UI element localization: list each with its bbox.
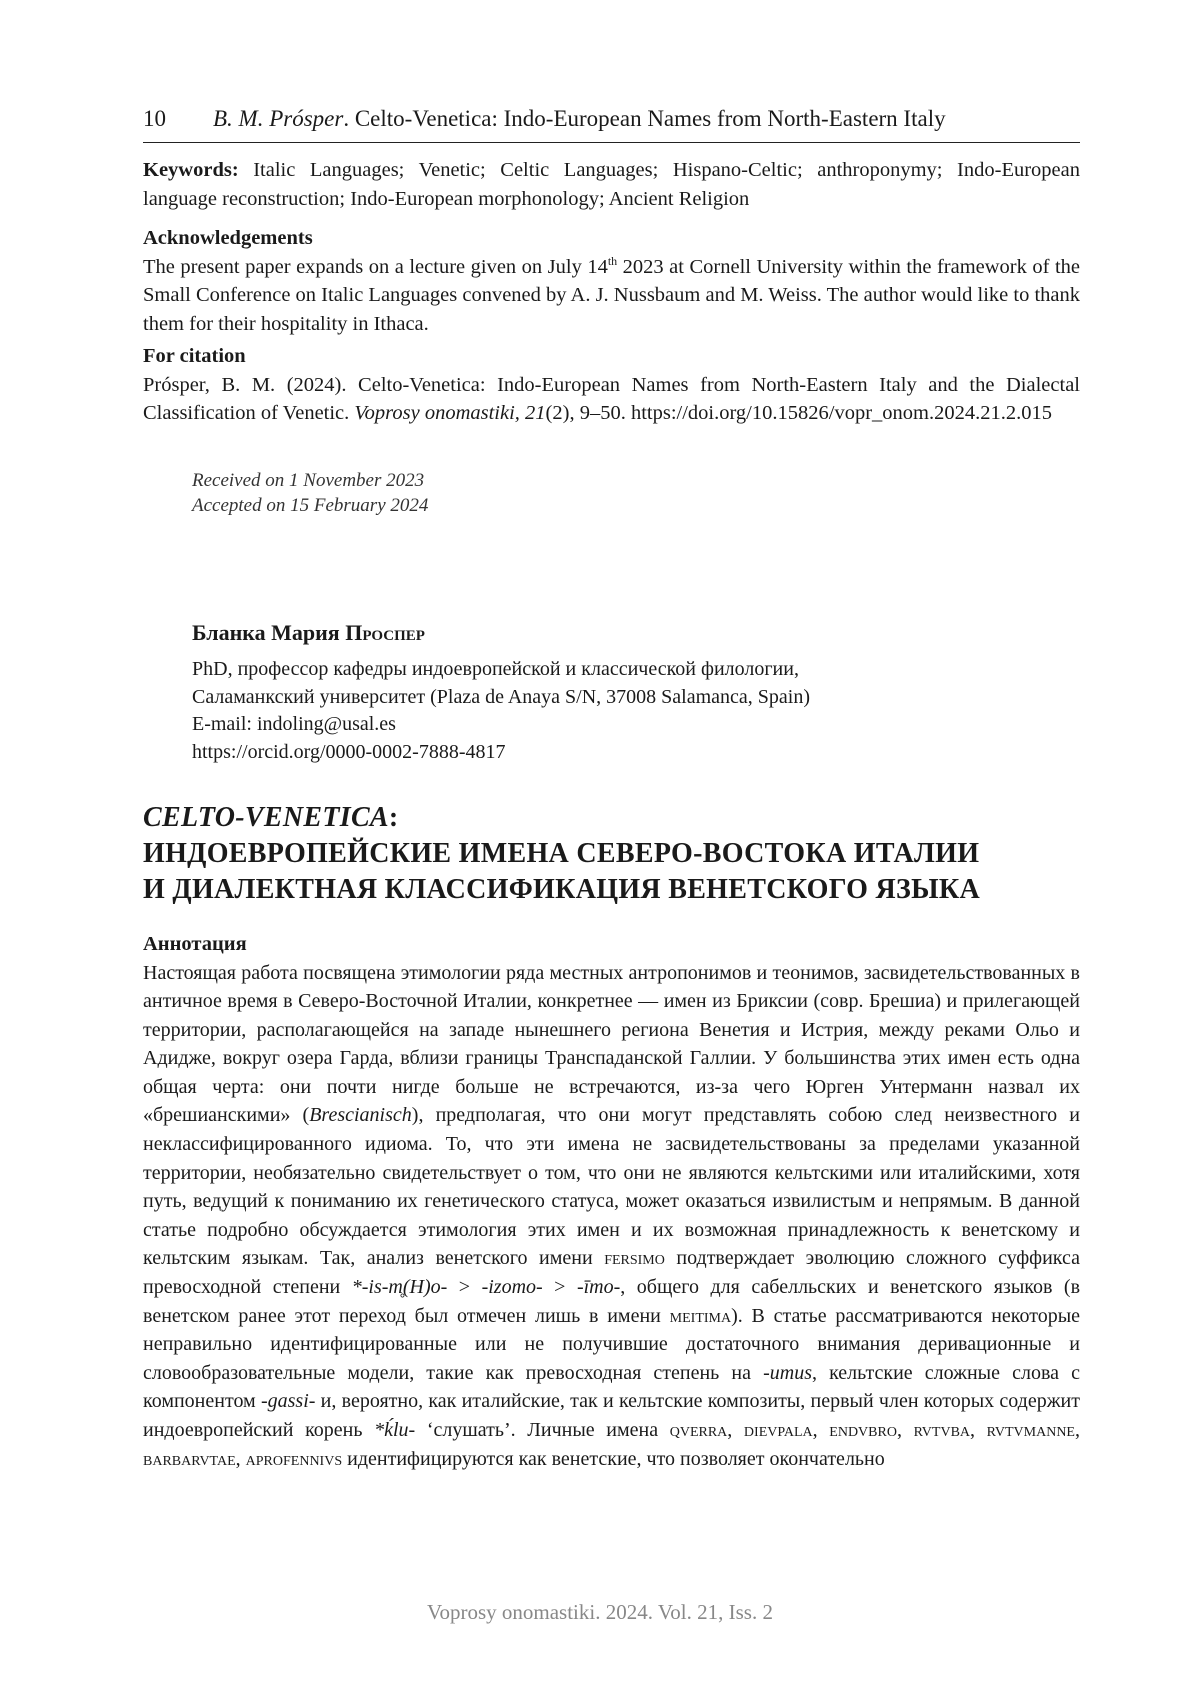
abstract-text: Настоящая работа посвящена этимологии ряда местных антропонимов и теонимов, засвидетельствованных в античное время в Северо-Восточной Италии, конкретнее — имен из Бриксии (совр. Брешиа) и прилегающей территории, располагающейся на западе нынешнего региона Венетия и Истрия, между реками Ольо и Адидже, вокруг озера Гарда, вблизи границы Транспаданской Галлии. У большинства этих имен есть одна общая черта: они почти нигде больше не встречаются, из-за чего Юрген Унтерманн назвал их «брешианскими» (Brescianisch), предполагая, что они могут представлять собою след неизвестного и неклассифицированного идиома. То, что эти имена не засвидетельствованы за пределами указанной территории, необязательно свидетельствует о том, что они не являются кельтскими или италийскими, хотя путь, ведущий к пониманию их генетического статуса, может оказаться извилистым и непрямым. В данной статье подробно обсуждается этимология этих имен и их возможная принадлежность к венетскому и кельтским языкам. Так, анализ венетского имени fersimo подтверждает эволюцию сложного суффикса превосходной степени *-is-m̥(H)o- > -izomo- > -īmo-, общего для сабелльских и венетского языков (в венетском ранее этот переход был отмечен лишь в имени meitima). В статье рассматриваются некоторые неправильно идентифицированные или не получившие достаточного внимания деривационные и словообразовательные модели, такие как превосходная степень на -umus, кельтские сложные слова с компонентом -gassi- и, вероятно, как италийские, так и кельтские композиты, первый член которых содержит индоевропейский корень *ḱlu- ‘слушать’. Личные имена qverra, dievpala, endvbro, rvtvba, rvtvmanne, barbarvtae, aprofennivs идентифицируются как венетские, что позволяет окончательно xyxy=(143,961,1081,1470)
accepted-date: Accepted on 15 February 2024 xyxy=(192,495,429,516)
author-affiliation: Саламанкский университет (Plaza de Anaya S/N, 37008 Salamanca, Spain) xyxy=(192,685,811,708)
abstract-heading: Аннотация xyxy=(143,933,247,955)
acknowledgements xyxy=(143,224,1080,338)
header-author: B. M. Prósper xyxy=(213,106,344,131)
citation xyxy=(143,342,1080,428)
title-line-3: И ДИАЛЕКТНАЯ КЛАССИФИКАЦИЯ ВЕНЕТСКОГО ЯЗЫКА xyxy=(143,874,981,905)
article-title-ru xyxy=(143,800,1080,908)
author-position: PhD, профессор кафедры индоевропейской и классической филологии, xyxy=(192,658,799,680)
keywords-text: Italic Languages; Venetic; Celtic Languages; Hispano-Celtic; anthroponymy; Indo-European language reconstruction; Indo-European morphonology; Ancient Religion xyxy=(143,159,1080,210)
citation-text: Prósper, B. M. (2024). Celto-Venetica: Indo-European Names from North-Eastern Italy and the Dialectal Classification of Venetic. Voprosy onomastiki, 21(2), 9–50. https://doi.org/10.15826/vopr_onom.2024.21.2.015 xyxy=(143,373,1080,424)
page-number: 10 xyxy=(143,106,166,131)
author-orcid[interactable]: https://orcid.org/0000-0002-7888-4817 xyxy=(192,740,506,763)
acknowledgements-heading: Acknowledgements xyxy=(143,227,313,249)
author-email[interactable]: E-mail: indoling@usal.es xyxy=(192,713,396,735)
author-name: Бланка Мария Проспер xyxy=(192,620,425,645)
received-date: Received on 1 November 2023 xyxy=(192,470,425,491)
running-header xyxy=(143,104,1080,143)
citation-heading: For citation xyxy=(143,345,246,367)
header-title: . Celto-Venetica: Indo-European Names from North-Eastern Italy xyxy=(343,106,946,131)
author-block xyxy=(192,618,1080,766)
title-line-2: ИНДОЕВРОПЕЙСКИЕ ИМЕНА СЕВЕРО-ВОСТОКА ИТАЛИИ xyxy=(143,838,980,869)
abstract xyxy=(143,930,1080,1473)
author-info xyxy=(192,656,1080,766)
article-dates xyxy=(192,468,428,518)
title-line-1: CELTO-VENETICA: xyxy=(143,802,399,833)
page-footer: Voprosy onomastiki. 2024. Vol. 21, Iss. 2 xyxy=(427,1600,773,1624)
keywords xyxy=(143,156,1080,213)
keywords-label: Keywords: xyxy=(143,159,239,181)
acknowledgements-text: The present paper expands on a lecture given on July 14th 2023 at Cornell University within the framework of the Small Conference on Italic Languages convened by A. J. Nussbaum and M. Weiss. The author would like to thank them for their hospitality in Ithaca. xyxy=(143,253,1080,335)
